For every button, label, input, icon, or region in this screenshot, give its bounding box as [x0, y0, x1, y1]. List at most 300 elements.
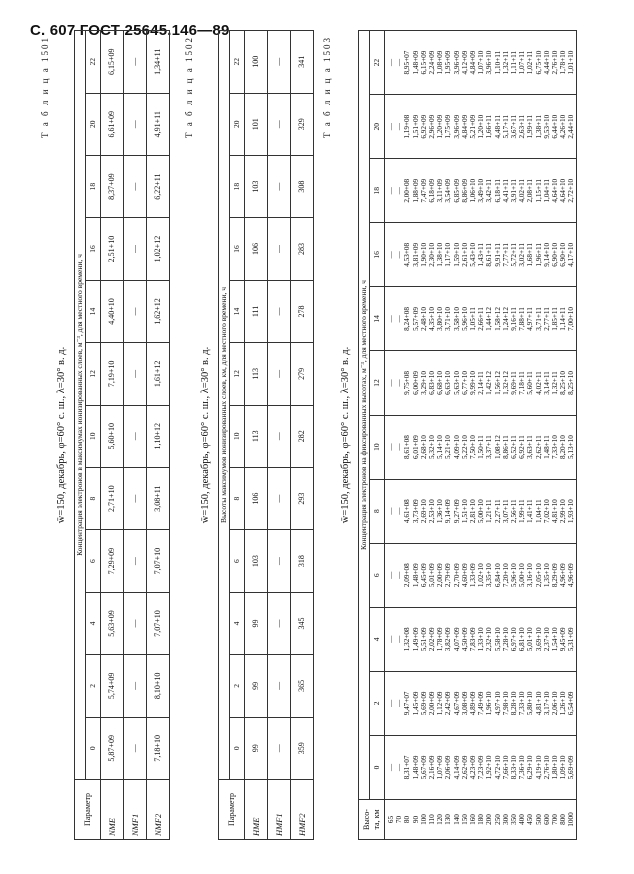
- height-cell: 350: [510, 800, 518, 840]
- table-row: [461, 31, 469, 840]
- value-cell: 1,45+09: [412, 671, 420, 735]
- value-cell: 3,63+11: [526, 415, 534, 479]
- value-cell: 7,02+10: [543, 479, 551, 543]
- value-cell: 3,96+09: [453, 31, 461, 95]
- value-cell: 6,29+10: [526, 735, 534, 799]
- value-cell: 4,44+10: [543, 31, 551, 95]
- value-cell: 2,06+10: [551, 671, 559, 735]
- value-cell: 1,48+09: [412, 543, 420, 607]
- value-cell: 2,69+10: [420, 479, 428, 543]
- value-cell: 1,14+11: [559, 287, 567, 351]
- value-cell: 282: [291, 405, 314, 467]
- value-cell: 1,20+09: [436, 95, 444, 159]
- value-cell: 1,32+12: [502, 351, 510, 415]
- value-cell: —: [385, 223, 396, 287]
- value-cell: —: [395, 543, 403, 607]
- value-cell: —: [395, 95, 403, 159]
- value-cell: 100: [245, 31, 268, 94]
- height-cell: 400: [518, 800, 526, 840]
- hour-header: 0: [86, 717, 101, 779]
- value-cell: 3,58+10: [453, 287, 461, 351]
- value-cell: —: [124, 530, 147, 592]
- value-cell: 1,26+10: [559, 671, 567, 735]
- value-cell: 1,08+12: [494, 415, 502, 479]
- param-name: HMF2: [291, 780, 314, 840]
- value-cell: —: [385, 735, 396, 799]
- value-cell: 5,67+09: [420, 735, 428, 799]
- hour-header: 4: [86, 592, 101, 654]
- height-cell: 200: [485, 800, 493, 840]
- value-cell: 6,90+10: [559, 223, 567, 287]
- value-cell: 1,75+09: [444, 95, 452, 159]
- value-cell: 4,26+10: [559, 95, 567, 159]
- value-cell: 6,90+10: [551, 223, 559, 287]
- rotated-page-content: [34, 30, 604, 840]
- table-1502: [218, 30, 314, 840]
- value-cell: 106: [245, 218, 268, 280]
- hour-header: 4: [230, 592, 245, 654]
- value-cell: 4,02+11: [535, 351, 543, 415]
- value-cell: 1,48+11: [543, 415, 551, 479]
- value-cell: 2,30+10: [428, 223, 436, 287]
- value-cell: 5,72+11: [510, 223, 518, 287]
- group-header: Концентрация электронов в максимумах ионизированных слоев, м⁻³, для местного времени, ч: [75, 31, 86, 780]
- page-header: С. 607 ГОСТ 25645.146—89: [30, 22, 230, 39]
- height-header: Высо- та, км: [359, 800, 385, 840]
- value-cell: 2,09+08: [403, 543, 411, 607]
- value-cell: 8,86+09: [461, 159, 469, 223]
- value-cell: 2,81+10: [469, 479, 477, 543]
- value-cell: —: [124, 717, 147, 779]
- value-cell: 1,08+09: [436, 31, 444, 95]
- value-cell: 6,61+09: [101, 93, 124, 155]
- value-cell: 7,00+10: [567, 287, 576, 351]
- value-cell: 6,92+11: [518, 415, 526, 479]
- height-cell: 130: [444, 800, 452, 840]
- value-cell: 4,64+10: [551, 159, 559, 223]
- height-cell: 150: [461, 800, 469, 840]
- value-cell: 106: [245, 467, 268, 529]
- value-cell: 1,92+10: [485, 735, 493, 799]
- value-cell: 103: [245, 530, 268, 592]
- value-cell: 1,54+10: [551, 607, 559, 671]
- value-cell: 7,33+10: [551, 415, 559, 479]
- value-cell: —: [268, 155, 291, 217]
- value-cell: —: [268, 467, 291, 529]
- table-row: [420, 31, 428, 840]
- value-cell: 7,19+10: [101, 343, 124, 405]
- hour-header: 12: [86, 343, 101, 405]
- table-1501: [74, 30, 170, 840]
- value-cell: 1,62+12: [147, 280, 170, 342]
- value-cell: 4,02+11: [518, 159, 526, 223]
- height-cell: 160: [469, 800, 477, 840]
- value-cell: 5,80+10: [526, 671, 534, 735]
- value-cell: 341: [291, 31, 314, 94]
- table-row: [526, 31, 534, 840]
- value-cell: 1,38+11: [535, 95, 543, 159]
- value-cell: 6,22+11: [147, 155, 170, 217]
- value-cell: 9,53+10: [543, 95, 551, 159]
- value-cell: 1,48+09: [412, 735, 420, 799]
- height-cell: 70: [395, 800, 403, 840]
- value-cell: 1,32+11: [551, 351, 559, 415]
- value-cell: 5,69+09: [567, 735, 576, 799]
- value-cell: 1,44+12: [485, 287, 493, 351]
- value-cell: 2,44+10: [567, 95, 576, 159]
- hour-header: 12: [230, 343, 245, 405]
- hour-header: 8: [86, 467, 101, 529]
- value-cell: 2,62+11: [535, 415, 543, 479]
- value-cell: 5,43+10: [469, 223, 477, 287]
- value-cell: —: [124, 592, 147, 654]
- value-cell: 7,77+11: [502, 223, 510, 287]
- value-cell: 5,13+10: [567, 415, 576, 479]
- value-cell: 1,02+11: [526, 31, 534, 95]
- value-cell: 6,83+10: [428, 351, 436, 415]
- value-cell: 3,80+10: [436, 287, 444, 351]
- value-cell: 5,01+09: [428, 543, 436, 607]
- value-cell: 6,15+09: [101, 31, 124, 94]
- hour-header: 16: [370, 223, 385, 287]
- value-cell: —: [395, 735, 403, 799]
- value-cell: 1,21+11: [485, 479, 493, 543]
- value-cell: 2,61+10: [461, 223, 469, 287]
- value-cell: 4,53+08: [403, 223, 411, 287]
- value-cell: 5,21+09: [469, 95, 477, 159]
- hour-header: 20: [86, 93, 101, 155]
- value-cell: 4,41+11: [502, 159, 510, 223]
- value-cell: 2,77+11: [543, 287, 551, 351]
- value-cell: 1,42+12: [485, 351, 493, 415]
- value-cell: 1,02+10: [477, 543, 485, 607]
- height-cell: 65: [385, 800, 396, 840]
- value-cell: —: [385, 607, 396, 671]
- value-cell: 8,24+08: [403, 287, 411, 351]
- value-cell: 5,60+11: [526, 351, 534, 415]
- value-cell: 6,01+09: [412, 415, 420, 479]
- value-cell: 1,34+11: [147, 31, 170, 94]
- value-cell: 6,92+09: [420, 95, 428, 159]
- value-cell: 2,32+10: [485, 607, 493, 671]
- value-cell: 3,42+11: [485, 159, 493, 223]
- value-cell: 3,69+10: [535, 607, 543, 671]
- value-cell: 4,48+11: [494, 95, 502, 159]
- table-row: [535, 31, 543, 840]
- value-cell: 2,27+11: [494, 479, 502, 543]
- value-cell: 1,19+08: [403, 95, 411, 159]
- value-cell: 1,33+09: [469, 543, 477, 607]
- table-row: [494, 31, 502, 840]
- value-cell: 7,47+09: [420, 159, 428, 223]
- hour-header: 14: [370, 287, 385, 351]
- value-cell: 7,98+10: [502, 671, 510, 735]
- value-cell: 6,97+10: [510, 607, 518, 671]
- value-cell: 1,11+11: [510, 31, 518, 95]
- height-cell: 700: [551, 800, 559, 840]
- value-cell: 5,57+09: [412, 287, 420, 351]
- value-cell: 99: [245, 655, 268, 717]
- table-row: [147, 31, 170, 840]
- value-cell: 2,79+09: [444, 543, 452, 607]
- value-cell: 6,00+09: [412, 351, 420, 415]
- value-cell: —: [124, 93, 147, 155]
- value-cell: 5,17+11: [502, 95, 510, 159]
- value-cell: 1,59+10: [453, 223, 461, 287]
- value-cell: 3,11+09: [436, 159, 444, 223]
- value-cell: 4,64+10: [559, 159, 567, 223]
- value-cell: —: [124, 31, 147, 94]
- value-cell: 3,54+09: [444, 159, 452, 223]
- value-cell: 9,47+07: [403, 671, 411, 735]
- height-cell: 450: [526, 800, 534, 840]
- value-cell: 1,32+08: [403, 607, 411, 671]
- value-cell: 4,14+09: [453, 735, 461, 799]
- value-cell: —: [395, 351, 403, 415]
- hour-header: 20: [230, 93, 245, 155]
- value-cell: 4,19+10: [535, 735, 543, 799]
- value-cell: 3,96+10: [485, 31, 493, 95]
- value-cell: 2,96+09: [428, 95, 436, 159]
- value-cell: 2,72+10: [567, 159, 576, 223]
- value-cell: 9,45+09: [559, 607, 567, 671]
- value-cell: 1,12+09: [436, 671, 444, 735]
- hour-header: 12: [370, 351, 385, 415]
- value-cell: 4,89+09: [469, 671, 477, 735]
- value-cell: 1,88+09: [412, 159, 420, 223]
- value-cell: 308: [291, 155, 314, 217]
- value-cell: 1,15+11: [535, 159, 543, 223]
- value-cell: 4,17+10: [567, 223, 576, 287]
- value-cell: 1,51+09: [412, 95, 420, 159]
- table-1503-title: w̄=150, декабрь, φ=60° с. ш., λ=30° в. д.: [340, 346, 351, 524]
- table-row: [518, 31, 526, 840]
- hour-header: 22: [370, 31, 385, 95]
- table-row: [101, 31, 124, 840]
- value-cell: 5,51+09: [420, 607, 428, 671]
- value-cell: 329: [291, 93, 314, 155]
- value-cell: —: [124, 655, 147, 717]
- value-cell: 7,83+09: [469, 607, 477, 671]
- value-cell: 4,84+09: [469, 31, 477, 95]
- value-cell: 4,09+10: [453, 415, 461, 479]
- value-cell: 3,49+10: [477, 159, 485, 223]
- value-cell: 7,49+09: [477, 671, 485, 735]
- param-header: Параметр: [75, 780, 101, 840]
- value-cell: 6,45+09: [420, 543, 428, 607]
- value-cell: 103: [245, 155, 268, 217]
- value-cell: 9,75+08: [403, 351, 411, 415]
- hour-header: 6: [230, 530, 245, 592]
- value-cell: 2,53+10: [428, 479, 436, 543]
- value-cell: 1,07+09: [436, 735, 444, 799]
- value-cell: 4,40+10: [101, 280, 124, 342]
- value-cell: 1,61+12: [147, 343, 170, 405]
- value-cell: 7,20+10: [502, 543, 510, 607]
- value-cell: 6,81+10: [518, 607, 526, 671]
- height-cell: 120: [436, 800, 444, 840]
- value-cell: 6,63+10: [444, 351, 452, 415]
- value-cell: 1,96+10: [485, 671, 493, 735]
- hour-header: 20: [370, 95, 385, 159]
- value-cell: 7,88+11: [518, 287, 526, 351]
- value-cell: 5,63+10: [453, 351, 461, 415]
- value-cell: 6,52+11: [510, 415, 518, 479]
- height-cell: 300: [502, 800, 510, 840]
- value-cell: 5,74+09: [101, 655, 124, 717]
- value-cell: 4,97+10: [494, 671, 502, 735]
- value-cell: 7,28+10: [502, 607, 510, 671]
- value-cell: —: [385, 543, 396, 607]
- value-cell: 5,14+10: [436, 415, 444, 479]
- value-cell: 6,15+09: [420, 31, 428, 95]
- value-cell: 1,56+12: [494, 351, 502, 415]
- value-cell: 113: [245, 343, 268, 405]
- table-row: [453, 31, 461, 840]
- value-cell: —: [268, 31, 291, 94]
- hour-header: 10: [86, 405, 101, 467]
- value-cell: 99: [245, 592, 268, 654]
- value-cell: 1,05+11: [469, 287, 477, 351]
- value-cell: 8,61+08: [403, 415, 411, 479]
- value-cell: 3,07+11: [502, 479, 510, 543]
- value-cell: 5,87+09: [101, 717, 124, 779]
- value-cell: 2,62+09: [461, 735, 469, 799]
- value-cell: —: [268, 530, 291, 592]
- height-cell: 600: [543, 800, 551, 840]
- value-cell: 1,95+09: [444, 31, 452, 95]
- value-cell: 9,27+09: [453, 479, 461, 543]
- table-1502-title: w̄=150, декабрь, φ=60° с. ш., λ=30° в. д.: [200, 346, 211, 524]
- height-cell: 800: [559, 800, 567, 840]
- value-cell: 1,58+12: [494, 287, 502, 351]
- value-cell: 7,07+10: [147, 530, 170, 592]
- value-cell: 9,91+11: [494, 223, 502, 287]
- value-cell: 2,00+09: [436, 543, 444, 607]
- value-cell: —: [395, 223, 403, 287]
- value-cell: 7,36+10: [518, 735, 526, 799]
- value-cell: 7,07+10: [147, 592, 170, 654]
- value-cell: —: [124, 218, 147, 280]
- value-cell: 113: [245, 405, 268, 467]
- value-cell: —: [124, 343, 147, 405]
- height-cell: 100: [420, 800, 428, 840]
- table-row: [245, 31, 268, 840]
- hour-header: 16: [86, 218, 101, 280]
- value-cell: 3,73+09: [412, 479, 420, 543]
- height-cell: 180: [477, 800, 485, 840]
- value-cell: 6,75+10: [535, 31, 543, 95]
- value-cell: 1,09+10: [559, 735, 567, 799]
- hour-header: 8: [230, 467, 245, 529]
- hour-header: 18: [370, 159, 385, 223]
- param-name: NMF2: [147, 780, 170, 840]
- value-cell: 3,82+09: [444, 607, 452, 671]
- hour-header: 6: [86, 530, 101, 592]
- value-cell: 2,42+09: [444, 671, 452, 735]
- param-name: HME: [245, 780, 268, 840]
- value-cell: 5,00+10: [518, 543, 526, 607]
- hour-header: 4: [370, 607, 385, 671]
- value-cell: 2,56+11: [510, 479, 518, 543]
- value-cell: 5,32+10: [428, 415, 436, 479]
- value-cell: 318: [291, 530, 314, 592]
- value-cell: 1,68+11: [526, 223, 534, 287]
- value-cell: 9,14+09: [444, 479, 452, 543]
- value-cell: 1,20+10: [477, 95, 485, 159]
- value-cell: 1,93+10: [567, 479, 576, 543]
- value-cell: 1,38+10: [436, 223, 444, 287]
- value-cell: 2,00+08: [403, 159, 411, 223]
- hour-header: 22: [230, 31, 245, 94]
- height-cell: 140: [453, 800, 461, 840]
- hour-header: 0: [370, 735, 385, 799]
- value-cell: 7,29+09: [101, 530, 124, 592]
- value-cell: 5,22+10: [461, 415, 469, 479]
- value-cell: 279: [291, 343, 314, 405]
- hour-header: 8: [370, 479, 385, 543]
- value-cell: 5,63+09: [101, 592, 124, 654]
- value-cell: 3,08+09: [461, 671, 469, 735]
- param-name: NME: [101, 780, 124, 840]
- value-cell: 4,96+09: [559, 543, 567, 607]
- value-cell: 8,31+07: [403, 735, 411, 799]
- table-1501-title: w̄=150, декабрь, φ=60° с. ш., λ=30° в. д.: [56, 346, 67, 524]
- value-cell: 1,66+11: [485, 95, 493, 159]
- table-row: [551, 31, 559, 840]
- value-cell: 1,48+09: [412, 31, 420, 95]
- value-cell: 2,05+10: [535, 543, 543, 607]
- value-cell: 6,18+09: [428, 159, 436, 223]
- value-cell: 1,50+11: [477, 415, 485, 479]
- table-row: [428, 31, 436, 840]
- param-name: HMF1: [268, 780, 291, 840]
- value-cell: 6,77+10: [461, 351, 469, 415]
- table-row: [436, 31, 444, 840]
- value-cell: 2,06+09: [444, 735, 452, 799]
- value-cell: —: [385, 159, 396, 223]
- value-cell: —: [268, 717, 291, 779]
- value-cell: 7,33+10: [518, 671, 526, 735]
- value-cell: 4,61+08: [403, 479, 411, 543]
- value-cell: —: [395, 479, 403, 543]
- value-cell: 8,25+10: [567, 351, 576, 415]
- table-row: [385, 31, 396, 840]
- value-cell: —: [124, 155, 147, 217]
- value-cell: 101: [245, 93, 268, 155]
- value-cell: —: [124, 280, 147, 342]
- table-1502-caption: Т а б л и ц а 1502: [184, 36, 194, 138]
- value-cell: 1,07+10: [477, 31, 485, 95]
- value-cell: 1,10+12: [147, 405, 170, 467]
- value-cell: 3,14+11: [543, 351, 551, 415]
- value-cell: 2,63+11: [518, 95, 526, 159]
- value-cell: 3,08+11: [147, 467, 170, 529]
- value-cell: 2,48+10: [420, 287, 428, 351]
- value-cell: 3,81+09: [412, 223, 420, 287]
- table-1503: [358, 30, 577, 840]
- value-cell: 1,78+09: [436, 607, 444, 671]
- hour-header: 2: [86, 655, 101, 717]
- value-cell: 6,85+09: [453, 159, 461, 223]
- value-cell: 278: [291, 280, 314, 342]
- table-row: [403, 31, 411, 840]
- param-header: Параметр: [219, 780, 245, 840]
- table-row: [559, 31, 567, 840]
- value-cell: 5,01+10: [526, 607, 534, 671]
- value-cell: 1,06+10: [469, 159, 477, 223]
- hour-header: 22: [86, 31, 101, 94]
